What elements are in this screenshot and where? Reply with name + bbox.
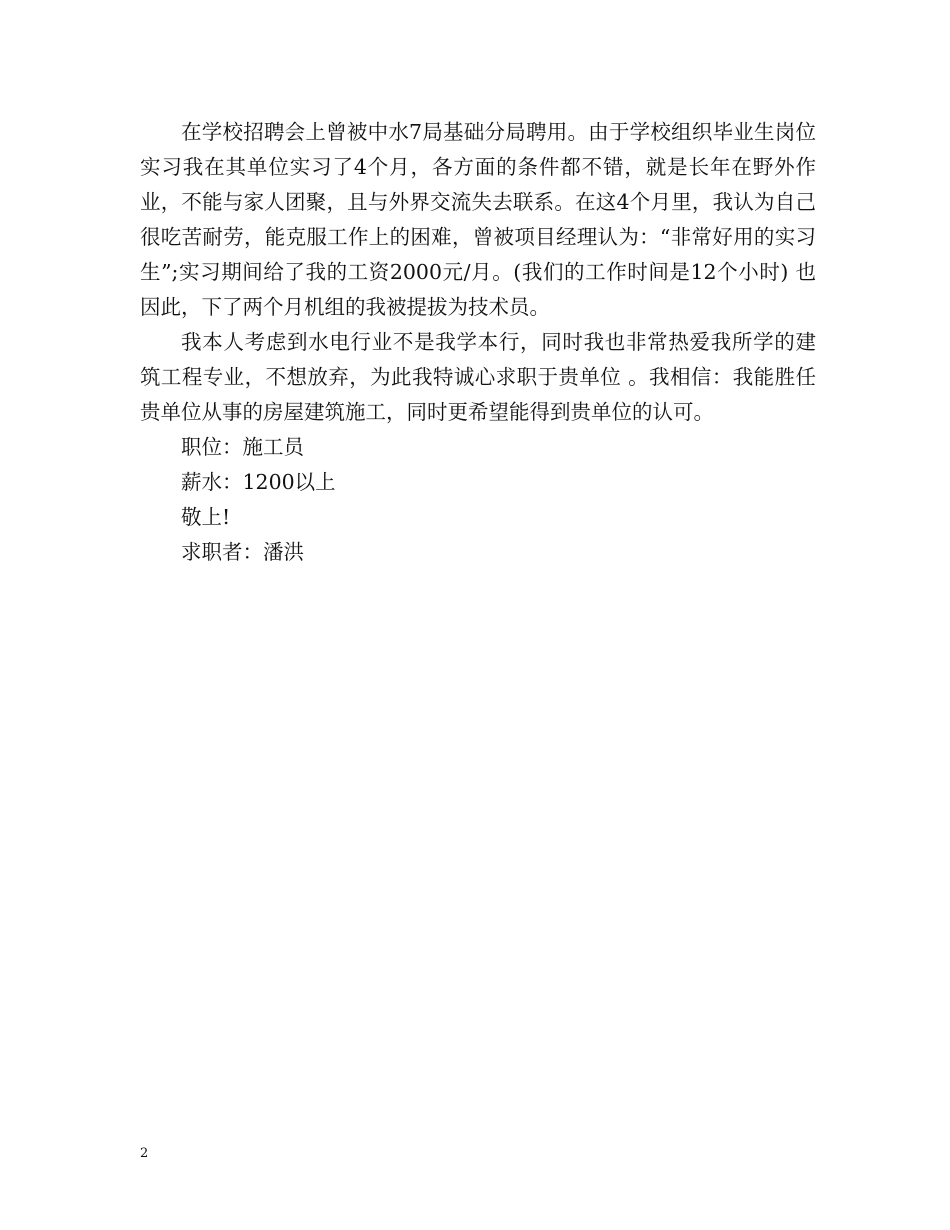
salary-line: 薪水：1200以上 — [181, 470, 336, 494]
signature-line: 求职者：潘洪 — [181, 540, 304, 564]
page-number: 2 — [140, 1146, 149, 1161]
paragraph-internship: 在学校招聘会上曾被中水7局基础分局聘用。由于学校组织毕业生岗位实习我在其单位实习了4个月，各方面的条件都不错，就是长年在野外作业，不能与家人团聚，且与外界交流失去联系。在这4个月里，我认为自己很吃苦耐劳，能克服工作上的困难，曾被项目经理认为：“非常好用的实习生”;实习期间给了我的工资2000元/月。(我们的工作时间是12个小时) 也因此，下了两个月机组的我被提拔为技术员。 — [140, 120, 816, 319]
paragraph-application: 我本人考虑到水电行业不是我学本行，同时我也非常热爱我所学的建筑工程专业，不想放弃，为此我特诚心求职于贵单位 。我相信：我能胜任贵单位从事的房屋建筑施工，同时更希望能得到贵单位的认可。 — [140, 330, 816, 424]
position-line: 职位：施工员 — [181, 435, 304, 459]
document-body — [140, 115, 816, 570]
closing-line: 敬上! — [181, 505, 231, 529]
